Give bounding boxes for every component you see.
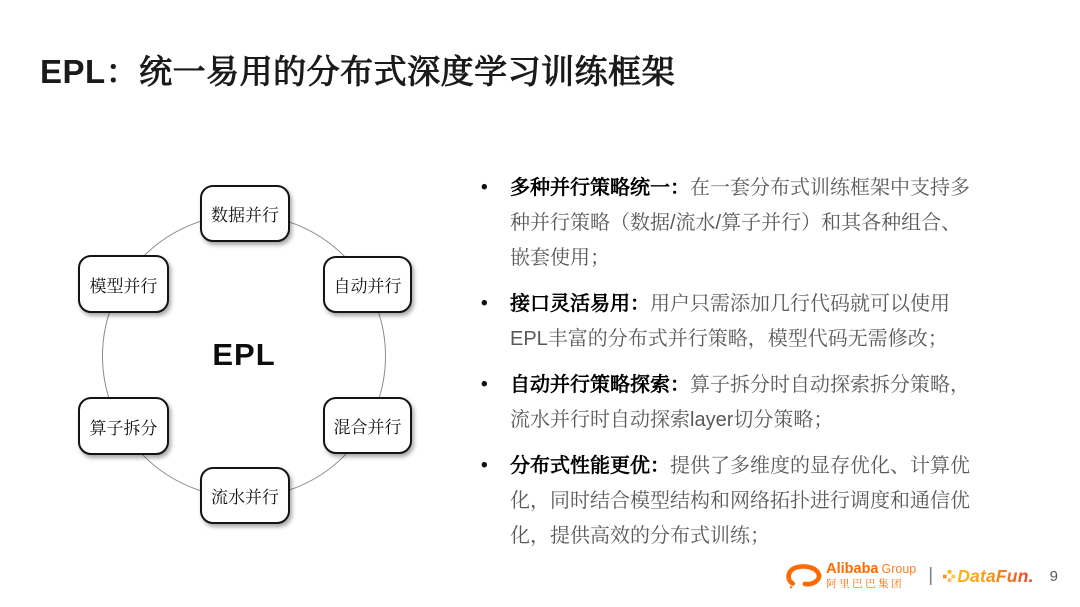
alibaba-group-suffix: Group — [881, 561, 917, 576]
bullet-icon: • — [481, 374, 488, 395]
footer-separator: | — [928, 565, 934, 586]
bullet-icon: • — [481, 293, 488, 314]
alibaba-smiley-icon — [784, 562, 822, 590]
bullet-label: 多种并行策略统一： — [510, 177, 690, 199]
bullet-text: 算子拆分时自动探索拆分策略，流水并行时自动探索layer切分策略； — [510, 374, 970, 431]
page-number: 9 — [1049, 567, 1058, 585]
bullet-label: 自动并行策略探索： — [510, 374, 690, 396]
alibaba-chinese-name: 阿里巴巴集团 — [826, 578, 905, 591]
bullet-icon: • — [481, 455, 488, 476]
bullet-text: 用户只需添加几行代码就可以使用EPL丰富的分布式并行策略，模型代码无需修改； — [510, 293, 950, 350]
diagram-center-label: EPL — [212, 337, 276, 372]
bullet-text: 在一套分布式训练框架中支持多种并行策略（数据/流水/算子并行）和其各种组合、嵌套使用； — [510, 177, 970, 269]
list-item — [478, 449, 974, 554]
bullet-label: 分布式性能更优： — [510, 455, 670, 477]
feature-list — [478, 171, 974, 565]
diagram-node-pipeline-parallel: 流水并行 — [200, 467, 290, 524]
bullet-text: 提供了多维度的显存优化、计算优化，同时结合模型结构和网络拓扑进行调度和通信优化，提供高效的分布式训练； — [510, 455, 970, 547]
bullet-icon: • — [481, 177, 488, 198]
alibaba-name: Alibaba — [826, 560, 879, 577]
datafun-logo — [943, 566, 1033, 587]
datafun-sparkle-icon — [943, 570, 956, 583]
datafun-wordmark: DataFun. — [957, 565, 1034, 586]
page-title: EPL：统一易用的分布式深度学习训练框架 — [40, 53, 676, 90]
list-item — [478, 368, 974, 438]
diagram-node-data-parallel: 数据并行 — [200, 185, 290, 242]
footer — [784, 556, 1058, 596]
epl-strategy-diagram — [0, 0, 480, 607]
alibaba-group-logo — [784, 562, 916, 590]
list-item — [478, 287, 974, 357]
diagram-node-model-parallel: 模型并行 — [78, 255, 169, 313]
alibaba-wordmark — [826, 562, 916, 590]
diagram-node-operator-split: 算子拆分 — [78, 397, 169, 455]
list-item — [478, 171, 974, 276]
bullet-label: 接口灵活易用： — [510, 293, 650, 315]
diagram-node-hybrid-parallel: 混合并行 — [323, 397, 412, 454]
diagram-node-auto-parallel: 自动并行 — [323, 256, 412, 313]
